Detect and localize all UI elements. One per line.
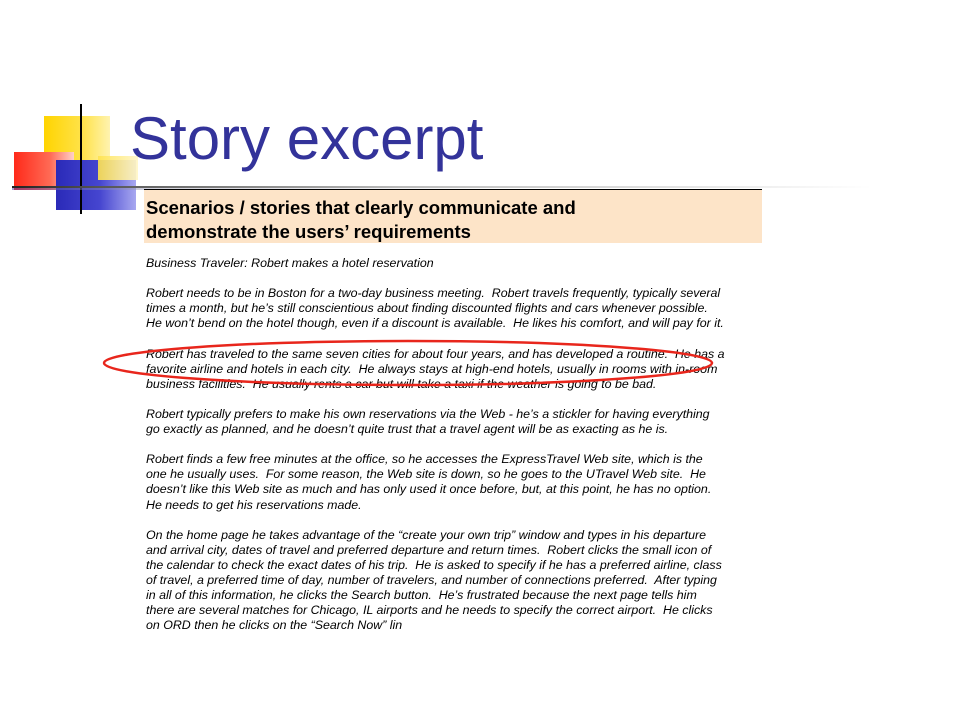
story-line: Robert typically prefers to make his own reservations via the Web - he’s a stickler for having everything: [146, 406, 710, 421]
story-excerpt-image: [144, 186, 762, 646]
highlight-ellipse: [100, 337, 760, 389]
story-line: favorite airline and hotels in each city. He always stays at high-end hotels, usually in rooms with in-room: [146, 361, 718, 376]
story-line: Robert needs to be in Boston for a two-day business meeting. Robert travels frequently, typically several: [146, 286, 721, 301]
story-line: He won’t bend on the hotel though, even if a discount is available. He likes his comfort, and will pay for it.: [146, 316, 724, 331]
story-line: the calendar to check the exact dates of his trip. He is asked to specify if he has a preferred airline, class: [146, 557, 722, 572]
story-line: in all of this information, he clicks the Search button. He’s frustrated because the next page tells him: [146, 588, 697, 603]
story-line: there are several matches for Chicago, IL airports and he needs to specify the correct airport. He clicks: [146, 603, 713, 618]
slide-title: Story excerpt: [130, 105, 484, 172]
story-line-highlighted: Robert has traveled to the same seven cities for about four years, and has developed a routine. He has a: [146, 346, 725, 361]
story-line: and arrival city, dates of travel and preferred departure and return times. Robert clicks the small icon of: [146, 542, 712, 557]
paragraph-gap: [146, 513, 766, 528]
story-line: doesn’t like this Web site as much and has only used it once before, but, at this point, he has no option.: [146, 482, 712, 497]
decor-vertical-line: [80, 104, 82, 214]
story-line: of travel, a preferred time of day, number of travelers, and number of connections preferred. After typing: [146, 572, 717, 587]
story-subtitle: Business Traveler: Robert makes a hotel reservation: [146, 256, 434, 270]
excerpt-heading: [146, 196, 756, 244]
story-line: business facilities. He usually rents a car but will take a taxi if the weather is going to be bad.: [146, 376, 657, 391]
paragraph-gap: [146, 271, 766, 286]
excerpt-header-band: [144, 189, 762, 243]
story-line: go exactly as planned, and he doesn’t quite trust that a travel agent will be as exacting as he is.: [146, 422, 669, 437]
story-line: On the home page he takes advantage of the “create your own trip” window and types in his departure: [146, 527, 706, 542]
story-line: one he usually uses. For some reason, the Web site is down, so he goes to the UTravel Web site. He: [146, 467, 706, 482]
paragraph-gap: [146, 437, 766, 452]
story-line: He needs to get his reservations made.: [146, 497, 362, 512]
story-line: times a month, but he’s still conscientious about finding discounted flights and cars whenever possible.: [146, 301, 708, 316]
excerpt-heading-line: Scenarios / stories that clearly communicate and: [146, 197, 576, 218]
paragraph-gap: [146, 392, 766, 407]
story-line: Robert finds a few free minutes at the office, so he accesses the ExpressTravel Web site, which is the: [146, 452, 703, 467]
excerpt-heading-line: demonstrate the users’ requirements: [146, 221, 471, 242]
story-line: on ORD then he clicks on the “Search Now” lin: [146, 618, 403, 633]
story-body: [146, 256, 766, 633]
